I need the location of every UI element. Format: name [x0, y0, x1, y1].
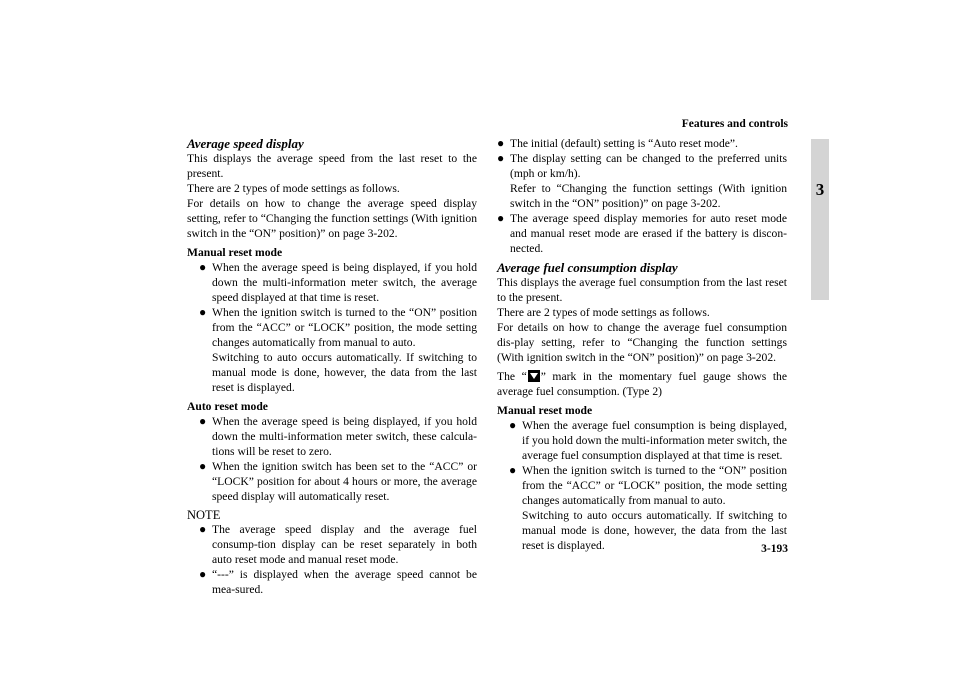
mark-paragraph: The “ ” mark in the momentary fuel gauge shows the average fuel consumption. (Type 2): [497, 370, 787, 398]
left-column: [187, 136, 477, 597]
note-label: NOTE: [187, 508, 221, 522]
manual-reset-list: [497, 418, 787, 553]
bullet-icon: ●: [199, 305, 207, 319]
chapter-tab: [811, 139, 829, 300]
auto-reset-list: [187, 414, 477, 504]
bullet-icon: ●: [199, 522, 207, 536]
default-settings-list: [497, 136, 787, 256]
list-item: ● The average speed display and the average fuel consump-tion display can be reset separately in both auto reset mode and manual reset mode.: [199, 522, 477, 566]
list-item: ● When the ignition switch has been set to the “ACC” or “LOCK” position for about 4 hours or more, the average speed display will automatically reset.: [199, 459, 477, 503]
note-list: [187, 522, 477, 597]
manual-reset-label: Manual reset mode: [497, 404, 593, 417]
bullet-icon: ●: [199, 260, 207, 274]
bullet-icon: ●: [509, 463, 517, 477]
bullet-icon: ●: [497, 151, 505, 165]
section-heading-average-speed: Average speed display: [187, 136, 304, 151]
list-item-subtext: Refer to “Changing the function settings (With ignition switch in the “ON” position)” on page 3-202.: [510, 182, 787, 210]
intro-paragraph: There are 2 types of mode settings as follows.: [497, 306, 710, 319]
right-column: [497, 136, 787, 553]
list-item: ● When the ignition switch is turned to the “ON” position from the “ACC” or “LOCK” position, the mode setting changes automatically from manual to auto. Switching to auto occurs automatically. If switching to manual mode is done, however, the data from the last reset is displayed.: [199, 305, 477, 394]
list-item: ● The display setting can be changed to the preferred units (mph or km/h). Refer to “Changing the function settings (With ignition switch in the “ON” position)” on page 3-202.: [497, 151, 787, 210]
bullet-icon: ●: [497, 136, 505, 150]
bullet-icon: ●: [199, 567, 207, 581]
auto-reset-label: Auto reset mode: [187, 400, 268, 413]
bullet-icon: ●: [509, 418, 517, 432]
intro-paragraph: This displays the average speed from the last reset to the present.: [187, 152, 477, 180]
list-item-subtext: Switching to auto occurs automatically. If switching to manual mode is done, however, the data from the last reset is displayed.: [212, 351, 477, 394]
list-item: ● When the average speed is being displayed, if you hold down the multi-information meter switch, these calcula-tions will be reset to zero.: [199, 414, 477, 458]
list-item: ● “---” is displayed when the average speed cannot be mea-sured.: [199, 567, 477, 596]
bullet-icon: ●: [497, 211, 505, 225]
manual-reset-label: Manual reset mode: [187, 246, 283, 259]
list-item: ● The initial (default) setting is “Auto reset mode”.: [497, 136, 738, 150]
page-number: 3-193: [761, 543, 788, 555]
bullet-icon: ●: [199, 459, 207, 473]
section-heading-average-fuel: Average fuel consumption display: [497, 260, 678, 275]
running-header: Features and controls: [681, 118, 788, 130]
list-item: ● When the average fuel consumption is being displayed, if you hold down the multi-information meter switch, the average fuel consumption displayed at that time is reset.: [509, 418, 787, 462]
manual-reset-list: [187, 260, 477, 395]
list-item: ● When the average speed is being displayed, if you hold down the multi-information meter switch, the average speed displayed at that time is reset.: [199, 260, 477, 304]
bullet-icon: ●: [199, 414, 207, 428]
list-item: ● When the ignition switch is turned to the “ON” position from the “ACC” or “LOCK” position, the mode setting changes automatically from manual to auto. Switching to auto occurs automatically. If switching to manual mode is done, however, the data from the last reset is displayed.: [509, 463, 787, 552]
intro-paragraph: For details on how to change the average fuel consumption dis-play setting, refer to “Changing the function settings (With ignition switch in the “ON” position)” on page 3-202.: [497, 321, 787, 364]
fuel-gauge-mark-icon: [528, 370, 540, 382]
list-item: ● The average speed display memories for auto reset mode and manual reset mode are erased if the battery is discon-nected.: [497, 211, 787, 255]
intro-paragraph: There are 2 types of mode settings as follows.: [187, 182, 400, 195]
intro-paragraph: For details on how to change the average speed display setting, refer to “Changing the function settings (With ignition switch in the “ON” position)” on page 3-202.: [187, 197, 477, 240]
intro-paragraph: This displays the average fuel consumption from the last reset to the present.: [497, 276, 787, 304]
chapter-number: 3: [815, 180, 825, 199]
list-item-subtext: Switching to auto occurs automatically. If switching to manual mode is done, however, the data from the last reset is displayed.: [522, 509, 787, 552]
